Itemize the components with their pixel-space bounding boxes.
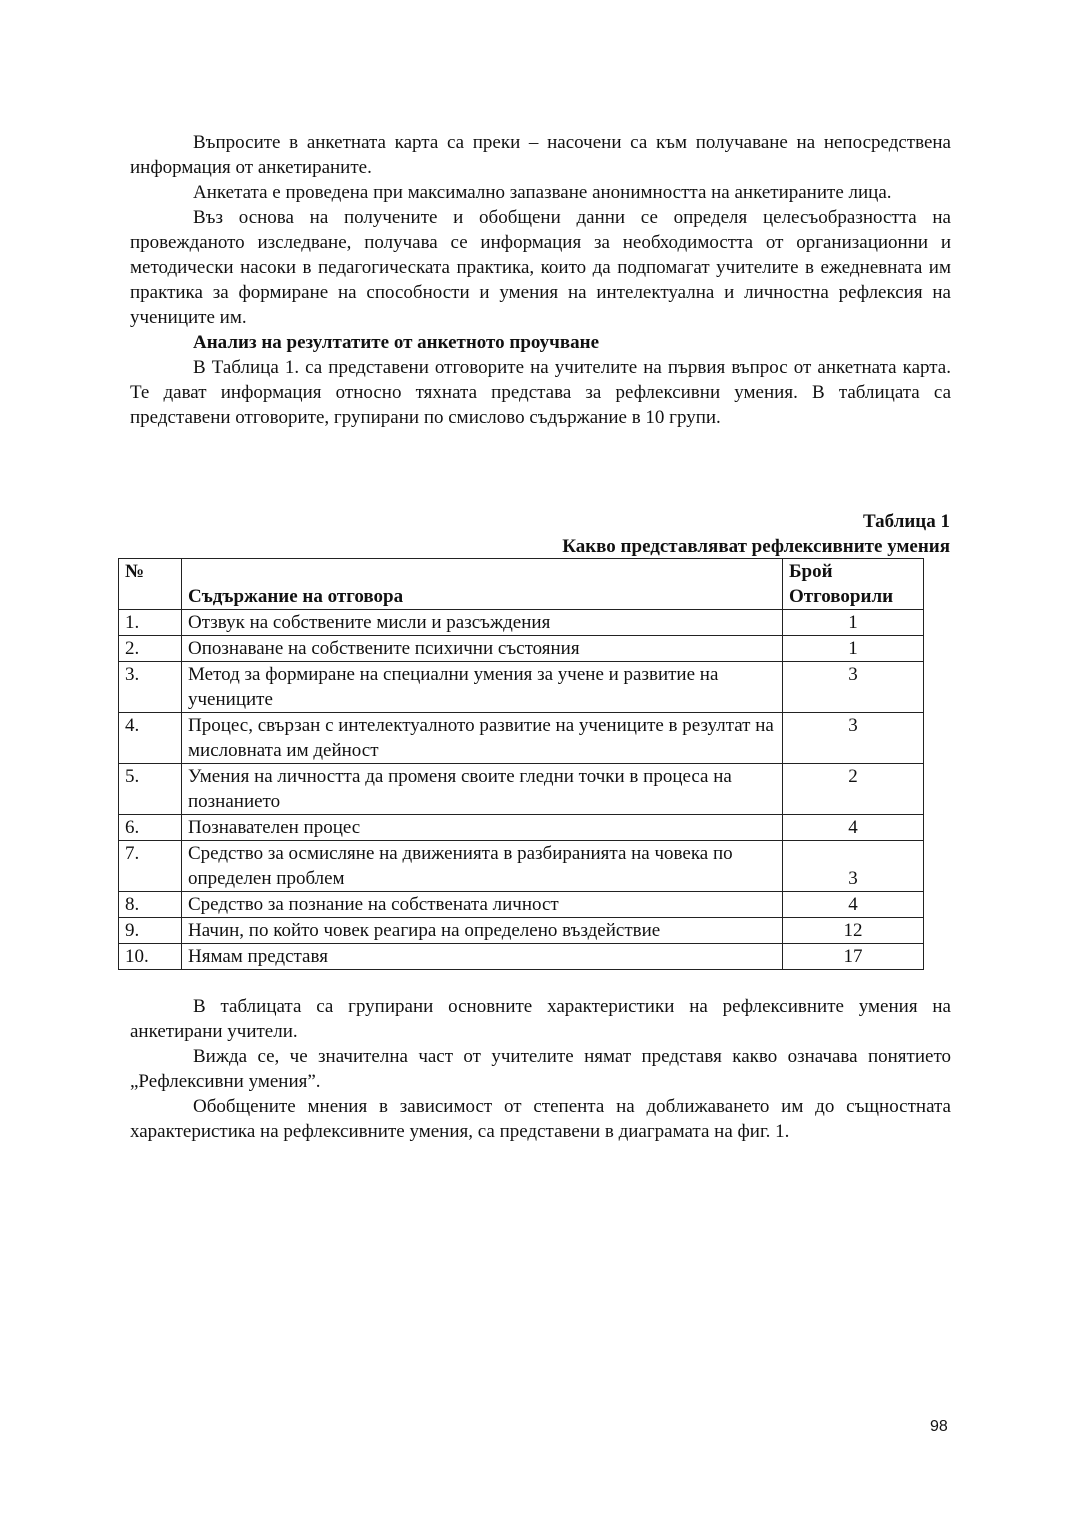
table-title: Какво представляват рефлексивните умения [562,536,950,557]
row-content: Умения на личността да променя своите гледни точки в процеса на познанието [182,764,783,815]
row-count: 3 [783,662,924,713]
responses-table [118,558,924,970]
row-number: 3. [119,662,182,713]
table-row [119,764,924,815]
row-count: 2 [783,764,924,815]
row-number: 4. [119,713,182,764]
intro-section [130,130,951,430]
table-label: Таблица 1 [862,511,950,532]
table-row [119,815,924,841]
row-count: 1 [783,636,924,662]
row-number: 9. [119,918,182,944]
table-row [119,662,924,713]
row-number: 1. [119,610,182,636]
table-row [119,713,924,764]
row-count: 1 [783,610,924,636]
row-content: Средство за осмисляне на движенията в разбиранията на човека по определен проблем [182,841,783,892]
row-number: 2. [119,636,182,662]
row-count: 4 [783,815,924,841]
row-number: 5. [119,764,182,815]
row-count: 3 [783,713,924,764]
row-number: 8. [119,892,182,918]
table-row [119,636,924,662]
header-count-line2: Отговорили [789,586,894,607]
table-row [119,610,924,636]
closing-section [130,994,951,1144]
row-content: Метод за формиране на специални умения за учене и развитие на учениците [182,662,783,713]
row-count: 17 [783,944,924,970]
row-content: Средство за познание на собствената личност [182,892,783,918]
paragraph: Въпросите в анкетната карта са преки – насочени са към получаване на непосредствена информация от анкетираните. [130,132,951,178]
row-content: Опознаване на собствените психични състояния [182,636,783,662]
paragraph: В Таблица 1. са представени отговорите на учителите на първия въпрос от анкетната карта. Те дават информация относно тяхната представа за рефлексивни умения. В таблицата са представени отговорите, групирани по смислово съдържание в 10 групи. [130,357,951,428]
table-row [119,841,924,892]
table-row [119,918,924,944]
page-number: 98 [930,1418,948,1435]
row-number: 10. [119,944,182,970]
table-row [119,944,924,970]
row-content: Нямам представя [182,944,783,970]
table-header-row [119,559,924,610]
row-content: Процес, свързан с интелектуалното развитие на учениците в резултат на мисловната им дейност [182,713,783,764]
section-heading: Анализ на резултатите от анкетното проучване [193,332,600,353]
row-count: 4 [783,892,924,918]
paragraph: Вижда се, че значителна част от учителите нямат представя какво означава понятието „Рефлексивни умения”. [130,1046,951,1092]
row-count: 12 [783,918,924,944]
paragraph: В таблицата са групирани основните характеристики на рефлексивните умения на анкетирани учители. [130,996,951,1042]
row-content: Начин, по който човек реагира на определено въздействие [182,918,783,944]
row-count: 3 [783,841,924,892]
row-number: 6. [119,815,182,841]
paragraph: Обобщените мнения в зависимост от степента на доближаването им до същностната характеристика на рефлексивните умения, са представени в диаграмата на фиг. 1. [130,1096,951,1142]
row-number: 7. [119,841,182,892]
paragraph: Анкетата е проведена при максимално запазване анонимността на анкетираните лица. [193,182,892,203]
header-content: Съдържание на отговора [182,559,783,610]
header-count [783,559,924,610]
header-num: № [119,559,182,610]
paragraph: Въз основа на получените и обобщени данни се определя целесъобразността на провежданото изследване, получава се информация за необходимостта от организационни и методически насоки в педагогическата практика, които да подпомагат учителите в ежедневната им практика за формиране на способности и умения на интелектуална и личностна рефлексия на учениците им. [130,207,951,328]
table-row [119,892,924,918]
row-content: Отзвук на собствените мисли и разсъждения [182,610,783,636]
row-content: Познавателен процес [182,815,783,841]
header-count-line1: Брой [789,561,833,582]
